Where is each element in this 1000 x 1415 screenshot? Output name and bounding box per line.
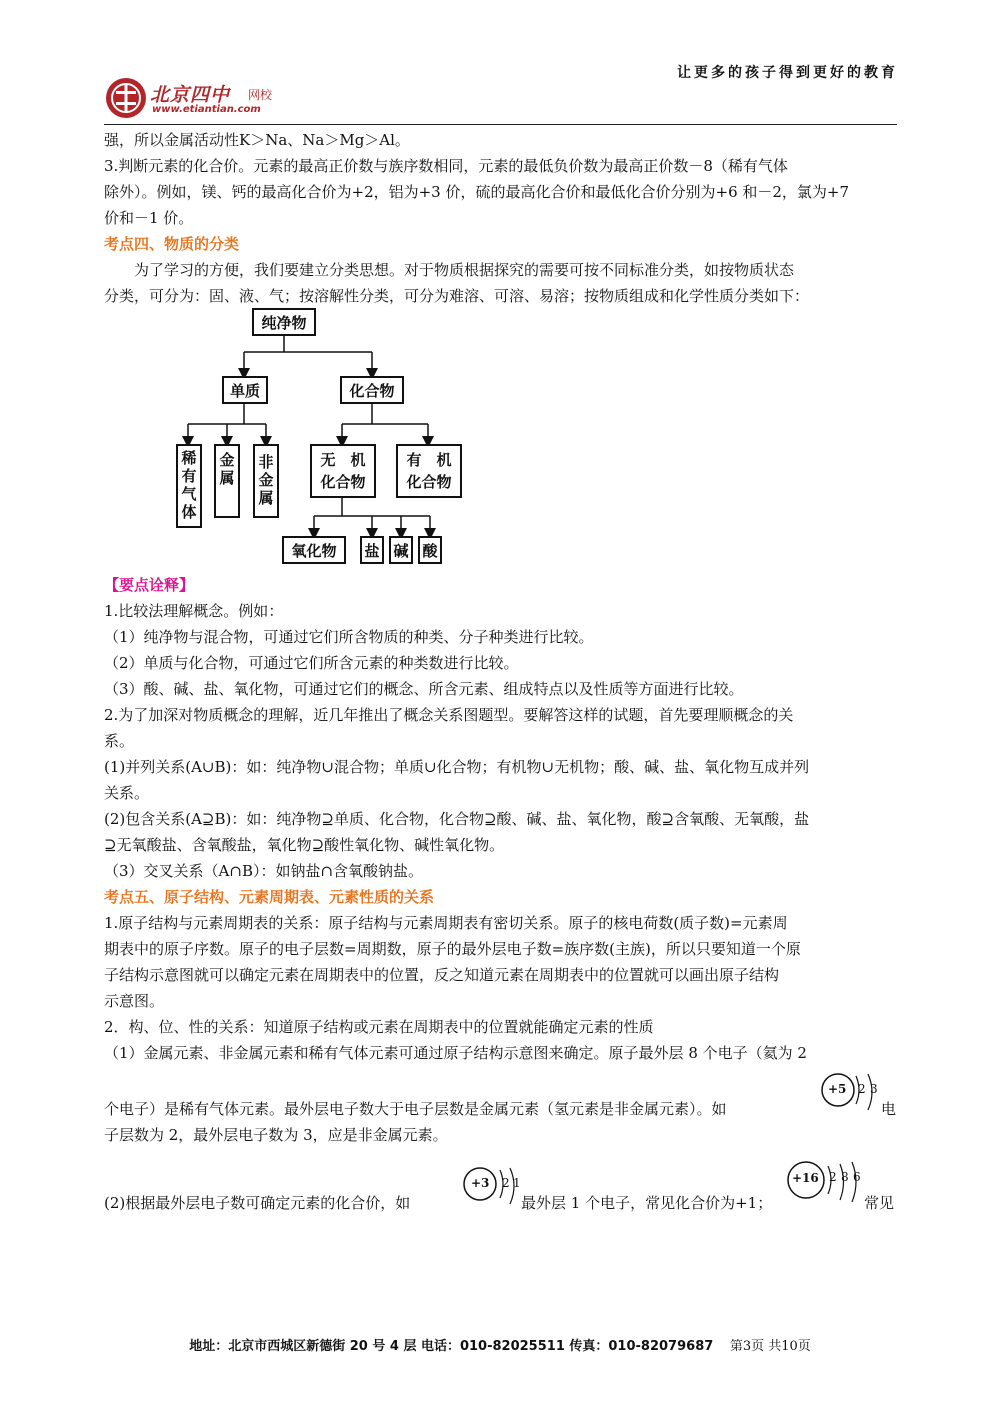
text-line: 1.比较法理解概念。例如：: [104, 602, 284, 620]
text-line: 最外层 1 个电子，常见化合价为+1；: [521, 1194, 773, 1212]
text-line: 2．构、位、性的关系：知道原子结构或元素在周期表中的位置就能确定元素的性质: [104, 1018, 654, 1036]
box-inorganic-line2: 化合物: [320, 473, 366, 491]
text-line: 2.为了加深对物质概念的理解，近几年推出了概念关系图题型。要解答这样的试题，首先要理顺概念的关: [104, 706, 794, 724]
page-number: 第3页 共10页: [729, 1339, 811, 1354]
key-points-heading: 【要点诠释】: [104, 576, 195, 594]
text-line: （3）酸、碱、盐、氧化物，可通过它们的概念、所含元素、组成特点以及性质等方面进行比较。: [104, 680, 744, 698]
text-line: 为了学习的方便，我们要建立分类思想。对于物质根据探究的需要可按不同标准分类，如按物质状态: [134, 261, 795, 279]
atom-shell-count: 2: [858, 1082, 866, 1096]
diagram-connectors: [0, 0, 1000, 580]
box-nonmetal: 非金属: [253, 444, 279, 518]
logo-url: www.etiantian.com: [152, 104, 261, 115]
text-line: ⊇无氧酸盐、含氧酸盐，氧化物⊇酸性氧化物、碱性氧化物。: [104, 836, 505, 854]
atom-diagram-lithium: [462, 1162, 522, 1208]
text-line: 个电子）是稀有气体元素。最外层电子数大于电子层数是金属元素（氢元素是非金属元素）。如: [104, 1100, 727, 1118]
box-metal: 金属: [214, 444, 240, 518]
box-organic-line1: 有 机: [406, 451, 452, 469]
text-line: 系。: [104, 732, 135, 750]
logo-name: 北京四中: [150, 84, 231, 106]
box-oxide: 氧化物: [282, 536, 346, 564]
atom-shell-count: 8: [841, 1170, 849, 1184]
header-slogan: 让更多的孩子得到更好的教育: [677, 65, 898, 81]
atom-nucleus: +16: [792, 1171, 819, 1185]
section-heading-4: 考点四、物质的分类: [104, 235, 240, 253]
text-line: 3.判断元素的化合价。元素的最高正价数与族序数相同，元素的最低负价数为最高正价数－8（稀有气体: [104, 157, 788, 175]
text-line: （2）单质与化合物，可通过它们所含元素的种类数进行比较。: [104, 654, 519, 672]
text-line: 期表中的原子序数。原子的电子层数=周期数，原子的最外层电子数=族序数(主族)，所以只要知道一个原: [104, 940, 801, 958]
text-line: 示意图。: [104, 992, 165, 1010]
text-line-end: 电: [881, 1100, 897, 1118]
box-base: 碱: [389, 536, 413, 564]
text-line: 强，所以金属活动性K＞Na、Na＞Mg＞Al。: [104, 131, 410, 149]
text-line: (2)根据最外层电子数可确定元素的化合价，如: [104, 1194, 411, 1212]
footer-address: 地址：北京市西城区新德街 20 号 4 层 电话：010-82025511 传真：010-82079687: [189, 1339, 714, 1354]
text-line: 价和－1 价。: [104, 209, 194, 227]
box-pure-substance: 纯净物: [252, 308, 316, 336]
text-line: （3）交叉关系（A∩B）：如钠盐∩含氧酸钠盐。: [104, 862, 424, 880]
text-line: 1.原子结构与元素周期表的关系：原子结构与元素周期表有密切关系。原子的核电荷数(质子数)=元素周: [104, 914, 788, 932]
text-line: （1）纯净物与混合物，可通过它们所含物质的种类、分子种类进行比较。: [104, 628, 594, 646]
box-organic-compound: [396, 444, 462, 498]
box-inorganic-compound: [310, 444, 376, 498]
atom-shell-count: 1: [513, 1176, 521, 1190]
box-element: 单质: [222, 376, 268, 404]
atom-shell-count: 2: [829, 1170, 837, 1184]
box-salt: 盐: [360, 536, 384, 564]
atom-shell-count: 6: [853, 1170, 861, 1184]
atom-shell-count: 2: [502, 1176, 510, 1190]
atom-nucleus: +5: [828, 1082, 847, 1096]
atom-diagram-boron: [820, 1070, 880, 1116]
box-acid: 酸: [418, 536, 442, 564]
page-footer: [0, 1335, 1000, 1354]
box-noble-gas: 稀有气体: [176, 444, 202, 528]
atom-nucleus: +3: [471, 1176, 490, 1190]
text-line: 分类，可分为：固、液、气；按溶解性分类，可分为难溶、可溶、易溶；按物质组成和化学性质分类如下：: [104, 287, 810, 305]
box-inorganic-line1: 无 机: [320, 451, 366, 469]
atom-diagram-sulfur: [786, 1158, 866, 1206]
box-organic-line2: 化合物: [406, 473, 452, 491]
atom-shell-count: 3: [870, 1082, 878, 1096]
text-line: (2)包含关系(A⊇B)：如：纯净物⊇单质、化合物，化合物⊇酸、碱、盐、氧化物，酸⊇含氧酸、无氧酸，盐: [104, 810, 810, 828]
text-line-end: 常见: [864, 1194, 895, 1212]
text-line: 关系。: [104, 784, 150, 802]
box-compound: 化合物: [340, 376, 404, 404]
text-line: 子结构示意图就可以确定元素在周期表中的位置，反之知道元素在周期表中的位置就可以画出原子结构: [104, 966, 780, 984]
text-line: （1）金属元素、非金属元素和稀有气体元素可通过原子结构示意图来确定。原子最外层 8 个电子（氦为 2: [104, 1044, 807, 1062]
text-line: 除外）。例如，镁、钙的最高化合价为+2，铝为+3 价，硫的最高化合价和最低化合价分别为+6 和－2，氯为+7: [104, 183, 850, 201]
text-line: (1)并列关系(A∪B)：如：纯净物∪混合物；单质∪化合物；有机物∪无机物；酸、碱、盐、氧化物互成并列: [104, 758, 810, 776]
section-heading-5: 考点五、原子结构、元素周期表、元素性质的关系: [104, 888, 435, 906]
text-line: 子层数为 2，最外层电子数为 3，应是非金属元素。: [104, 1126, 448, 1144]
logo-sub: 网校: [248, 88, 273, 102]
